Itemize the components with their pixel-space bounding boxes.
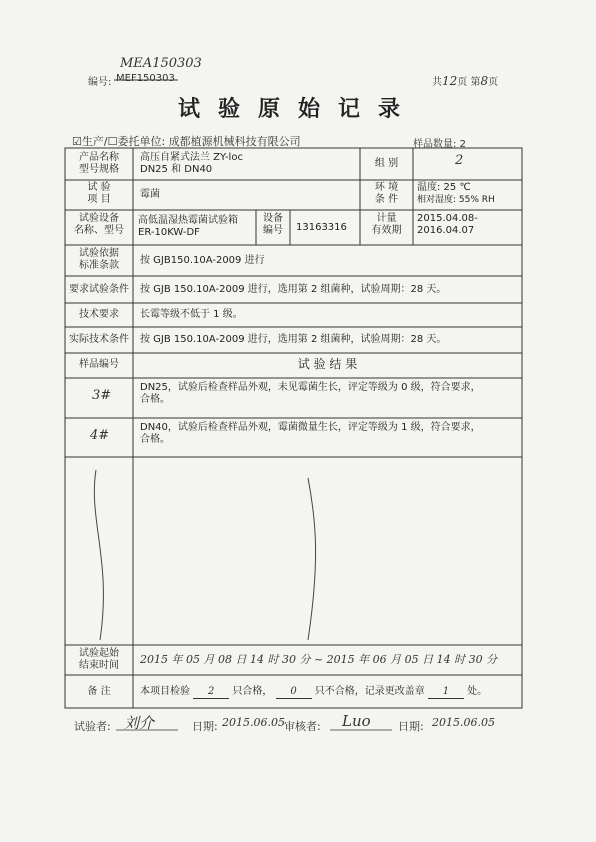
- equipment-name-line1: 高低温湿热霉菌试验箱: [138, 215, 238, 226]
- product-label-line2: 型号规格: [79, 164, 119, 175]
- remark-fail-count: 0: [276, 686, 312, 699]
- env-label: [360, 182, 413, 206]
- calibration-value-line2: 2016.04.07: [417, 225, 475, 236]
- group-label: 组 别: [374, 158, 399, 169]
- calibration-value: [417, 213, 478, 237]
- pages-prefix: 共: [432, 77, 442, 88]
- sample-no-header: 样品编号: [79, 359, 119, 370]
- date1-label: 日期:: [192, 720, 218, 733]
- equipment-label-line1: 试验设备: [79, 213, 119, 224]
- equipment-label-line2: 名称、型号: [74, 225, 124, 236]
- equipment-no-label-line1: 设备: [263, 213, 283, 224]
- page-number: 8: [480, 74, 489, 88]
- result1-line2: 合格。: [140, 394, 170, 405]
- requirement-label: 要求试验条件: [69, 284, 129, 295]
- equipment-no-label: [256, 213, 290, 237]
- sample-qty-label: 样品数量:: [413, 139, 457, 150]
- remark-pass-count: 2: [193, 686, 229, 699]
- basis-value: 按 GJB150.10A-2009 进行: [140, 255, 265, 266]
- remark-text4: 处。: [467, 686, 488, 697]
- item-label-line1: 试 验: [87, 182, 111, 193]
- number-value-struck: MEF150303: [116, 73, 175, 84]
- result2-line2: 合格。: [140, 434, 170, 445]
- product-label-line1: 产品名称: [79, 152, 119, 163]
- equipment-no-label-line2: 编号: [263, 225, 283, 236]
- basis-label-line2: 标准条款: [79, 260, 119, 271]
- result2-text: [140, 422, 481, 446]
- product-value: [140, 152, 243, 176]
- production-label: 生产/: [81, 135, 108, 148]
- actual-value: 按 GJB 150.10A-2009 进行，选用第 2 组菌种，试验周期：28 天。: [140, 334, 447, 345]
- group-value: 2: [455, 153, 464, 168]
- basis-label: [65, 248, 133, 272]
- basis-label-line1: 试验依据: [79, 248, 119, 259]
- void-curve-right: [308, 478, 316, 640]
- results-header: 试 验 结 果: [297, 357, 358, 371]
- remark-text3: 只不合格，记录更改盖章: [314, 686, 425, 697]
- product-label: [65, 152, 133, 176]
- product-value-line2: DN25 和 DN40: [140, 164, 213, 175]
- product-value-line1: 高压自紧式法兰 ZY-loc: [140, 152, 243, 163]
- result1-line1: DN25，试验后检查样品外观，未见霉菌生长，评定等级为 0 级，符合要求，: [140, 382, 481, 393]
- equipment-name-line2: ER-10KW-DF: [138, 227, 200, 238]
- tech-req-value: 长霉等级不低于 1 级。: [140, 309, 243, 320]
- remark-text: [140, 686, 487, 699]
- equipment-no-value: 13163316: [296, 222, 347, 233]
- calibration-label: [360, 213, 413, 237]
- handwritten-number: MEA150303: [120, 56, 202, 71]
- tech-req-label: 技术要求: [79, 309, 119, 320]
- sample-qty: [413, 135, 466, 150]
- number-label: 编号:: [88, 77, 112, 88]
- tester-label: 试验者:: [74, 720, 111, 733]
- equipment-name: [138, 215, 238, 239]
- calibration-label-line2: 有效期: [371, 225, 402, 236]
- calibration-label-line1: 计量: [376, 213, 397, 224]
- date2-label: 日期:: [398, 720, 424, 733]
- actual-label: 实际技术条件: [69, 334, 129, 345]
- time-label-line2: 结束时间: [79, 660, 119, 671]
- calibration-value-line1: 2015.04.08-: [417, 213, 478, 224]
- remark-text1: 本项目检验: [140, 686, 190, 697]
- void-curve-left: [94, 470, 103, 640]
- org-line: [72, 133, 301, 149]
- remark-text2: 只合格，: [232, 686, 273, 697]
- temperature: 温度: 25 ℃: [417, 182, 471, 193]
- result1-sample: 3#: [92, 388, 112, 403]
- requirement-value: 按 GJB 150.10A-2009 进行，选用第 2 组菌种，试验周期：28 天。: [140, 284, 447, 295]
- equipment-label: [65, 213, 133, 237]
- date2-value: 2015.06.05: [432, 716, 495, 729]
- production-checkbox: ☑: [72, 135, 82, 148]
- remark-stamp-count: 1: [428, 686, 464, 699]
- env-value: [417, 182, 495, 206]
- time-label: [65, 648, 133, 672]
- item-label-line2: 项 目: [87, 194, 111, 205]
- entrust-label: 委托单位:: [117, 135, 166, 148]
- time-label-line1: 试验起始: [79, 648, 119, 659]
- humidity: 相对湿度: 55% RH: [417, 195, 495, 205]
- time-value: 2015 年 05 月 08 日 14 时 30 分 ~ 2015 年 06 月 05 日 14 时 30 分: [140, 653, 498, 666]
- date1-value: 2015.06.05: [222, 716, 285, 729]
- result1-text: [140, 382, 481, 406]
- reviewer-label: 审核者:: [284, 720, 321, 733]
- pages-suffix: 页: [488, 77, 499, 88]
- sample-qty-value: 2: [459, 139, 466, 150]
- remark-label: 备 注: [87, 686, 111, 697]
- env-label-line1: 环 境: [374, 182, 399, 193]
- reviewer-signature: Luo: [342, 712, 371, 730]
- item-value: 霉菌: [140, 189, 160, 200]
- pages-mid: 页 第: [457, 77, 481, 88]
- result2-line1: DN40，试验后检查样品外观，霉菌微量生长，评定等级为 1 级，符合要求，: [140, 422, 481, 433]
- entrust-checkbox: ☐: [107, 135, 118, 148]
- page-counter: [432, 73, 498, 88]
- pages-total: 12: [442, 74, 458, 88]
- page-title: 试验原始记录: [177, 96, 418, 122]
- item-label: [65, 182, 133, 206]
- entrust-unit: 成都植源机械科技有限公司: [168, 135, 301, 148]
- env-label-line2: 条 件: [374, 194, 399, 205]
- tester-signature: 刘介: [124, 714, 155, 732]
- result2-sample: 4#: [90, 428, 110, 443]
